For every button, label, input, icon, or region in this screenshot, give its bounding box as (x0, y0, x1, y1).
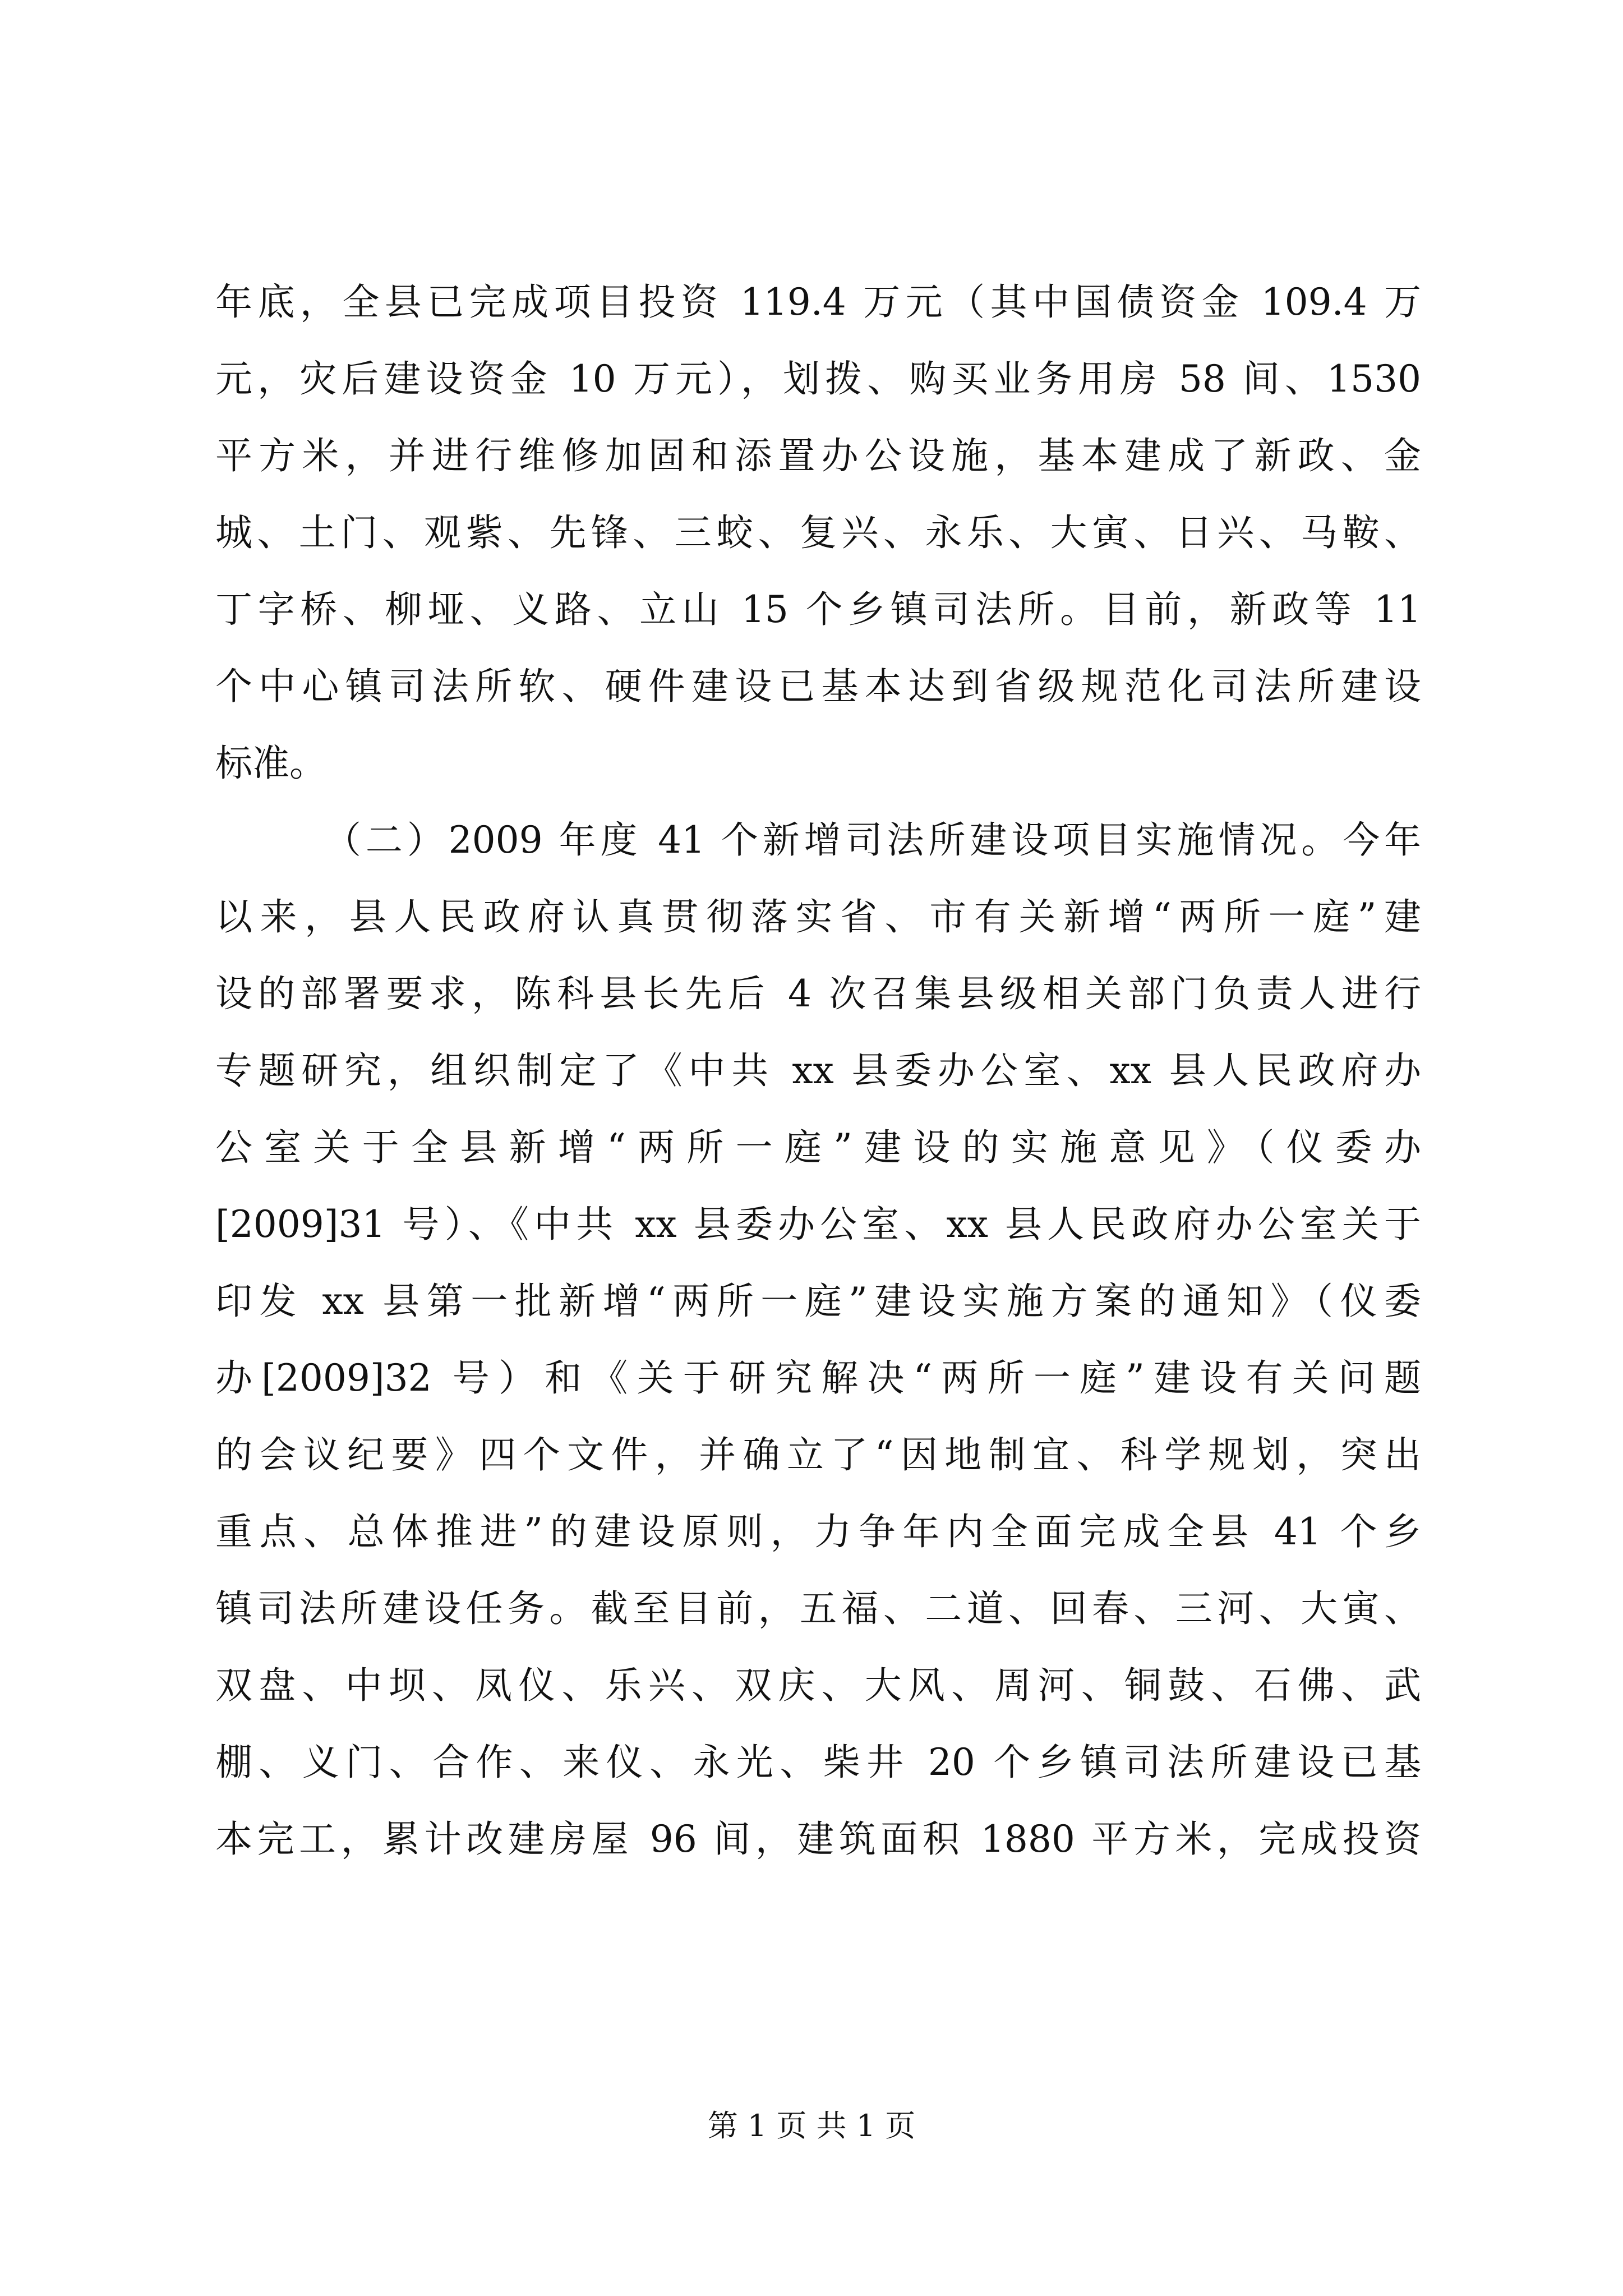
text-line: 平方米，并进行维修加固和添置办公设施，基本建成了新政、金 (215, 434, 1421, 477)
paragraph (215, 264, 1421, 802)
text-line: 以来，县人民政府认真贯彻落实省、市有关新增“两所一庭”建 (215, 895, 1421, 938)
text-line: 的会议纪要》四个文件，并确立了“因地制宜、科学规划，突出 (215, 1433, 1421, 1476)
text-line: 重点、总体推进”的建设原则，力争年内全面完成全县 41 个乡 (215, 1510, 1421, 1553)
text-line: 城、土门、观紫、先锋、三蛟、复兴、永乐、大寅、日兴、马鞍、 (215, 511, 1421, 554)
text-line: 个中心镇司法所软、硬件建设已基本达到省级规范化司法所建设 (215, 665, 1421, 708)
text-line: 丁字桥、柳垭、义路、立山 15 个乡镇司法所。目前，新政等 11 (215, 588, 1421, 631)
text-line: 棚、义门、合作、来仪、永光、柴井 20 个乡镇司法所建设已基 (215, 1741, 1421, 1784)
text-line: 年底，全县已完成项目投资 119.4 万元（其中国债资金 109.4 万 (215, 280, 1421, 324)
text-line: 镇司法所建设任务。截至目前，五福、二道、回春、三河、大寅、 (215, 1587, 1421, 1630)
document-body (215, 264, 1421, 1878)
text-line: 印发 xx 县第一批新增“两所一庭”建设实施方案的通知》（仪委 (215, 1280, 1421, 1323)
text-line: 标准。 (215, 742, 326, 785)
text-line: 本完工，累计改建房屋 96 间，建筑面积 1880 平方米，完成投资 (215, 1818, 1421, 1861)
text-line: 专题研究，组织制定了《中共 xx 县委办公室、xx 县人民政府办 (215, 1049, 1421, 1092)
text-line: （二）2009 年度 41 个新增司法所建设项目实施情况。今年 (324, 818, 1421, 862)
text-line: [2009]31 号）、《中共 xx 县委办公室、xx 县人民政府办公室关于 (215, 1203, 1421, 1246)
paragraph (215, 802, 1421, 1878)
text-line: 元，灾后建设资金 10 万元），划拨、购买业务用房 58 间、1530 (215, 357, 1421, 401)
text-line: 公室关于全县新增“两所一庭”建设的实施意见》（仪委办 (215, 1126, 1421, 1169)
text-line: 办[2009]32 号）和《关于研究解决“两所一庭”建设有关问题 (215, 1356, 1421, 1400)
page-footer: 第 1 页 共 1 页 (707, 2108, 916, 2143)
text-line: 设的部署要求，陈科县长先后 4 次召集县级相关部门负责人进行 (215, 972, 1421, 1015)
text-line: 双盘、中坝、凤仪、乐兴、双庆、大风、周河、铜鼓、石佛、武 (215, 1664, 1421, 1707)
